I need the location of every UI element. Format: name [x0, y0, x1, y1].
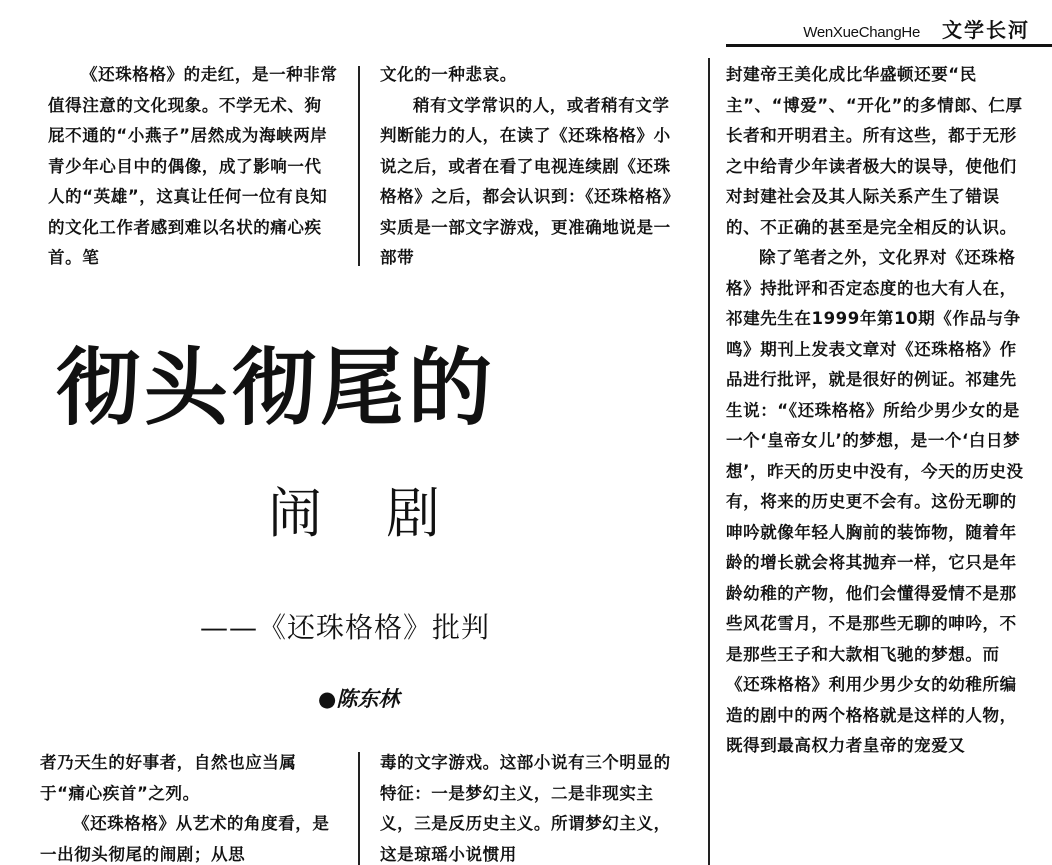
paragraph: 者乃天生的好事者，自然也应当属于“痛心疾首”之列。: [40, 753, 297, 803]
column-top-middle: [380, 60, 686, 270]
column-right: [726, 60, 1030, 865]
running-head-chinese: 文学长河: [942, 18, 1030, 42]
paragraph: 封建帝王美化成比华盛顿还要“民主”、“博爱”、“开化”的多情郎、仁厚长者和开明君主。所有这些，都于无形之中给青少年读者极大的误导，使他们对封建社会及其人际关系产生了错误的、不正确的甚至是完全相反的认识。: [726, 65, 1023, 237]
column-divider-bottom: [358, 752, 360, 865]
paragraph: 稍有文学常识的人，或者稍有文学判断能力的人，在读了《还珠格格》小说之后，或者在看了电视连续剧《还珠格格》之后，都会认识到：《还珠格格》实质是一部文字游戏，更准确地说是一部带: [380, 95, 680, 267]
column-bottom-left: [40, 748, 340, 865]
paragraph: 除了笔者之外，文化界对《还珠格格》持批评和否定态度的也大有人在，祁建先生在1999年第10期《作品与争鸣》期刊上发表文章对《还珠格格》作品进行批评，就是很好的例证。祁建先生说：“《还珠格格》所给少男少女的是一个‘皇帝女儿’的梦想，是一个‘白日梦想’，昨天的历史中没有，今天的历史没有，将来的历史更不会有。这份无聊的呻吟就像年轻人胸前的装饰物，随着年龄的增长就会将其抛弃一样，它只是年龄幼稚的产物，他们会懂得爱情不是那些风花雪月，不是那些无聊的呻吟，不是那些王子和大款相飞驰的梦想。而《还珠格格》利用少男少女的幼稚所编造的剧中的两个格格就是这样的人物，既得到最高权力者皇帝的宠爱又: [726, 248, 1024, 755]
running-head-english: WenXueChangHe: [803, 24, 920, 41]
article-author: ●陈东林: [318, 687, 400, 711]
paragraph: 《还珠格格》从艺术的角度看，是一出彻头彻尾的闹剧；从思: [40, 814, 330, 864]
article-title-sub: 闹剧: [268, 482, 504, 545]
paragraph: 毒的文字游戏。这部小说有三个明显的特征：一是梦幻主义，二是非现实主义，三是反历史主义。所谓梦幻主义，这是琼瑶小说惯用: [380, 753, 671, 864]
header-rule: [726, 44, 1052, 47]
running-header: [803, 14, 1030, 44]
column-bottom-middle: [380, 748, 686, 865]
article-critique-line: ——《还珠格格》批判: [200, 611, 491, 644]
column-divider-top: [358, 66, 360, 266]
paragraph: 文化的一种悲哀。: [380, 65, 517, 84]
article-title: 彻头彻尾的: [56, 339, 497, 437]
column-top-left: [48, 60, 338, 270]
paragraph: 《还珠格格》的走红，是一种非常值得注意的文化现象。不学无术、狗屁不通的“小燕子”居然成为海峡两岸青少年心目中的偶像，成了影响一代人的“英雄”，这真让任何一位有良知的文化工作者感到难以名状的痛心疾首。笔: [48, 65, 338, 267]
column-divider-right: [708, 58, 710, 865]
